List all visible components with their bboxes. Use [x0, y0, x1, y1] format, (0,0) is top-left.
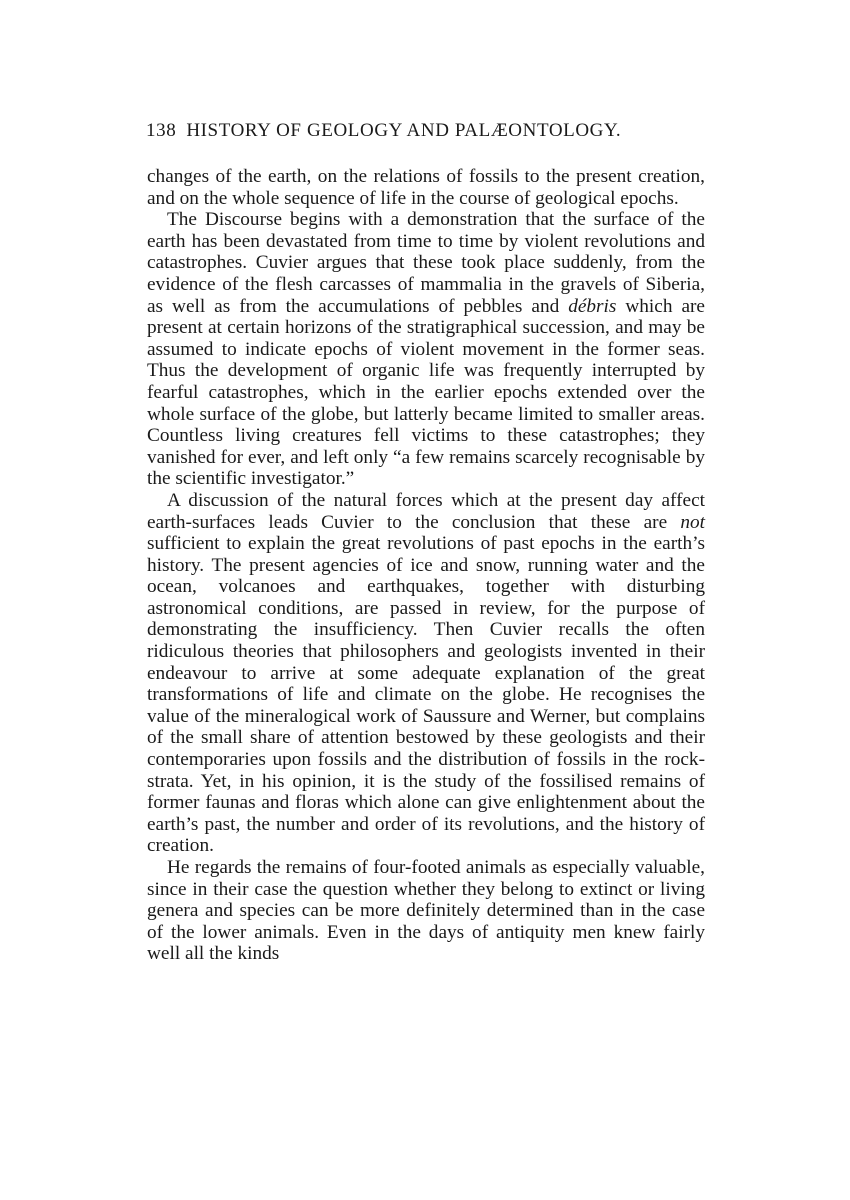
paragraph-4: [147, 857, 705, 965]
paragraph-text: He regards the remains of four-footed animals as especially valuable, since in their case the question whether they belong to extinct or living genera and species can be more definitely determined than in the case of the lower animals. Even in the days of antiquity men knew fairly well all the kinds: [147, 857, 705, 965]
paragraph-text: sufficient to explain the great revolutions of past epochs in the earth’s history. The present agencies of ice and snow, running water and the ocean, volcanoes and earthquakes, together with disturbing astronomical conditions, are passed in review, for the purpose of demonstrating the insufficiency. Then Cuvier recalls the often ridiculous theories that philosophers and geologists invented in their endeavour to arrive at some adequate explanation of the great transformations of life and climate on the globe. He recognises the value of the mineralogical work of Saussure and Werner, but complains of the small share of attention bestowed by these geologists and their contemporaries upon fossils and the distribution of fossils in the rock-strata. Yet, in his opinion, it is the study of the fossilised remains of former faunas and floras which alone can give enlightenment about the earth’s past, the number and order of its revolutions, and the history of creation.: [147, 533, 705, 857]
paragraph-1: [147, 166, 705, 209]
paragraph-3: [147, 490, 705, 857]
italic-term-not: not: [680, 511, 705, 533]
paragraph-2: [147, 209, 705, 490]
page-number: 138: [146, 120, 177, 141]
running-head: [146, 120, 706, 142]
paragraph-text: which are present at certain horizons of the stratigraphical succession, and may be assumed to indicate epochs of violent movement in the former seas. Thus the development of organic life was frequently interrupted by fearful catastrophes, which in the earlier epochs extended over the whole surface of the globe, but latterly became limited to smaller areas. Countless living creatures fell victims to these catastrophes; they vanished for ever, and left only “a few remains scarcely recognisable by the scientific investigator.”: [147, 295, 705, 490]
italic-term-debris: débris: [568, 295, 617, 317]
paragraph-text: changes of the earth, on the relations of fossils to the present creation, and on the whole sequence of life in the course of geological epochs.: [147, 166, 705, 209]
running-title: HISTORY OF GEOLOGY AND PALÆONTOLOGY.: [186, 120, 622, 141]
paragraph-text: The Discourse begins with a demonstration that the surface of the earth has been devastated from time to time by violent revolutions and catastrophes. Cuvier argues that these took place suddenly, from the evidence of the flesh carcasses of mammalia in the gravels of Siberia, as well as from the accumulations of pebbles and: [147, 209, 705, 317]
body-text: [147, 166, 705, 965]
paragraph-text: A discussion of the natural forces which at the present day affect earth-surfaces leads Cuvier to the conclusion that these are: [147, 489, 705, 533]
